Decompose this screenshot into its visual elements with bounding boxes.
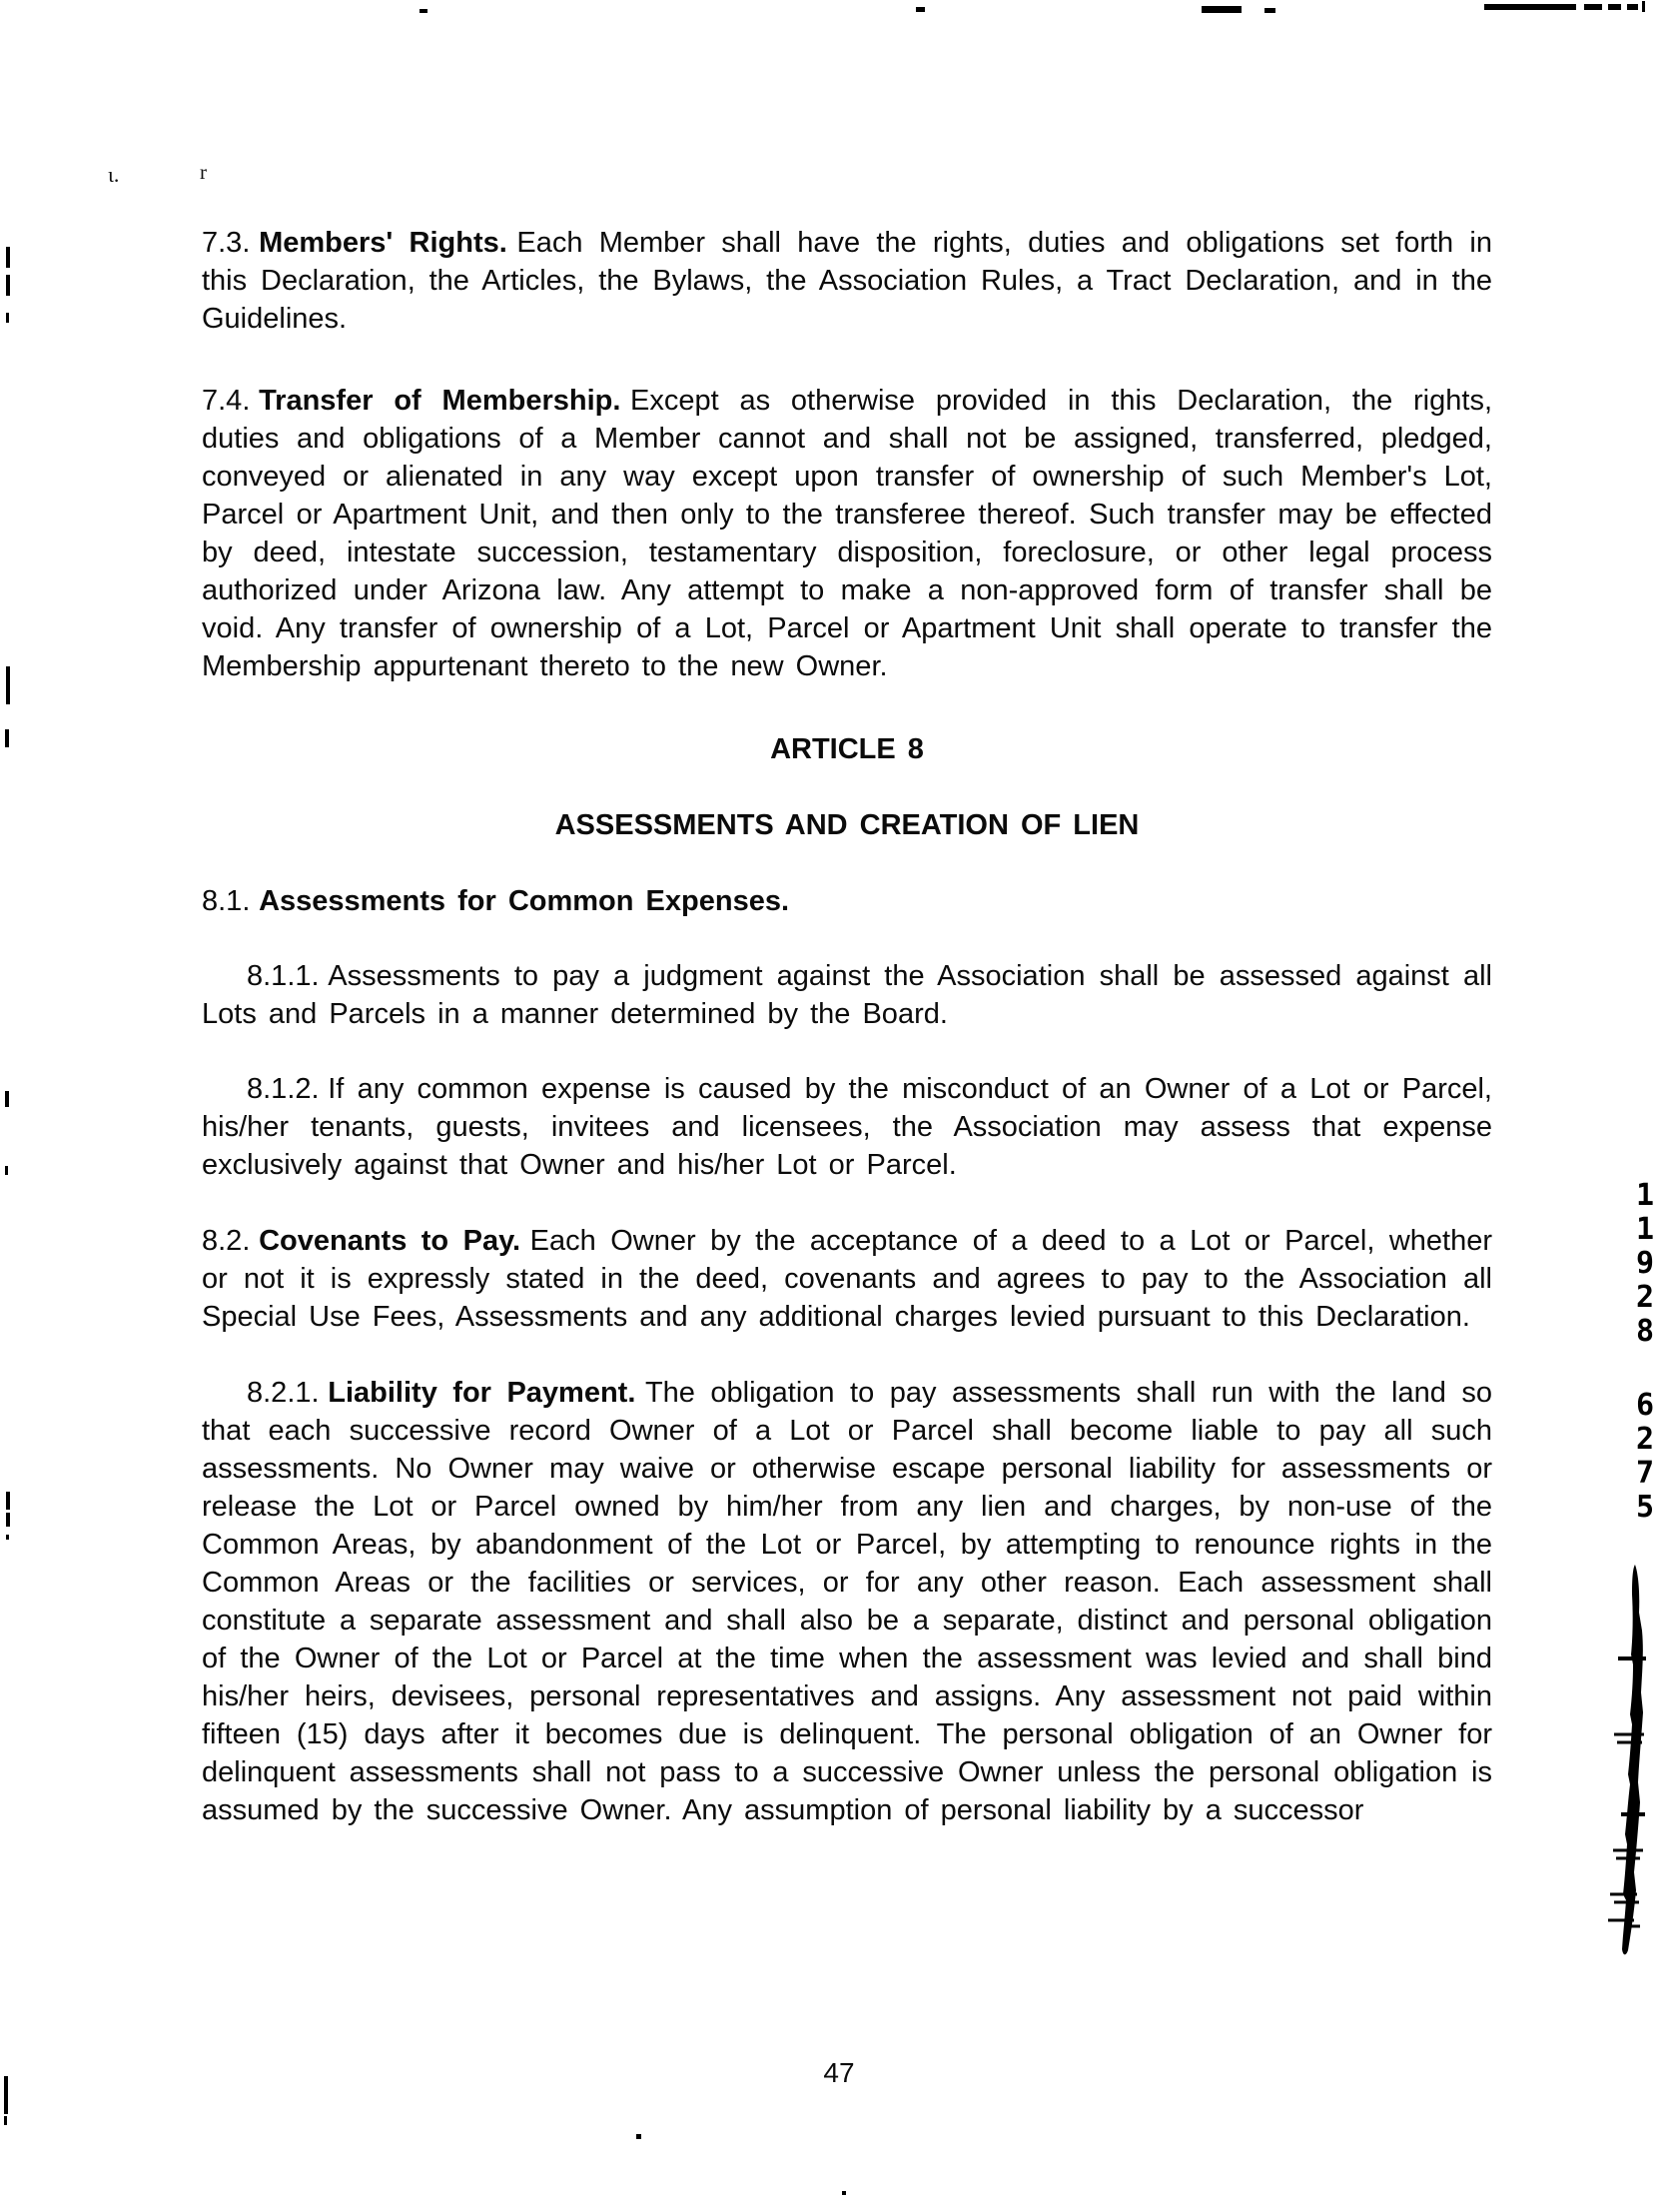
section-body: The obligation to pay assessments shall run with the land so that each successive record Owner of a Lot or Parcel shall become liable to pay all such assessments. No Owner may waive or otherwise escape personal liability for assessments or release the Lot or Parcel owned by him/her from any lien and charges, by non-use of the Common Areas, by abandonment of the Lot or Parcel, by attempting to renounce rights in the Common Areas or the facilities or services, or for any other reason. Each assessment shall constitute a separate assessment and shall also be a separate, distinct and personal obligation of the Owner of the Lot or Parcel at the time when the assessment was levied and shall bind his/her heirs, devisees, personal representatives and assigns. Any assessment not paid within fifteen (15) days after it becomes due is delinquent. The personal obligation of an Owner for delinquent assessments shall not pass to a successive Owner unless the personal obligation is assumed by the successive Owner. Any assumption of personal liability by a successor (202, 1377, 1492, 1826)
section-title: Assessments for Common Expenses. (259, 885, 790, 917)
scan-artifact-tick (6, 313, 9, 323)
section-number: 8.1.1. (247, 960, 320, 992)
margin-digit: 6 (1635, 1388, 1655, 1423)
section-number: 7.3. (202, 227, 251, 259)
scan-artifact-tick (1642, 1, 1645, 12)
margin-digit: 8 (1635, 1314, 1655, 1349)
section-body: Except as otherwise provided in this Declaration, the rights, duties and obligations of a Member cannot and shall not be assigned, transferred, pledged, conveyed or alienated in any way except upon transfer of ownership of such Member's Lot, Parcel or Apartment Unit, and then only to the transferee thereof. Such transfer may be effected by deed, intestate succession, testamentary disposition, foreclosure, or other legal process authorized under Arizona law. Any attempt to make a non-approved form of transfer shall be void. Any transfer of ownership of a Lot, Parcel or Apartment Unit shall operate to transfer the Membership appurtenant thereto to the new Owner. (202, 385, 1492, 682)
scan-artifact-dash (1202, 6, 1242, 13)
scan-artifact-dash (420, 9, 427, 13)
paragraph-7-4 (202, 382, 1492, 685)
scan-artifact-tick (6, 666, 10, 704)
scan-artifact-tick (4, 2076, 8, 2114)
ink-streak-artifact (1604, 1565, 1650, 1956)
scan-artifact-dash (1264, 8, 1275, 13)
paragraph-8-1-1 (202, 957, 1492, 1033)
scan-artifact-tick (5, 729, 9, 747)
margin-digit: 1 (1635, 1178, 1655, 1213)
scan-artifact-dash (916, 7, 925, 12)
scan-artifact-tick (5, 1166, 8, 1175)
margin-digit-column-top (1628, 1179, 1662, 1349)
scan-artifact-line (1484, 4, 1576, 10)
scan-artifact-tick (6, 1492, 10, 1510)
paragraph-8-2-1 (202, 1374, 1492, 1829)
section-body: Assessments to pay a judgment against the Association shall be assessed against all Lots and Parcels in a manner determined by the Board. (202, 960, 1492, 1030)
section-number: 7.4. (202, 385, 251, 417)
section-number: 8.2.1. (247, 1377, 320, 1409)
scan-artifact-tick (6, 1513, 10, 1527)
section-body: If any common expense is caused by the misconduct of an Owner of a Lot or Parcel, his/her tenants, guests, invitees and licensees, the Association may assess that expense exclusively against that Owner and his/her Lot or Parcel. (202, 1073, 1492, 1181)
scan-artifact-dot (636, 2134, 641, 2139)
paragraph-7-3 (202, 224, 1492, 338)
section-body: Each Member shall have the rights, duties and obligations set forth in this Declaration, the Articles, the Bylaws, the Association Rules, a Tract Declaration, and in the Guidelines. (202, 227, 1492, 335)
margin-digit: 9 (1635, 1246, 1655, 1281)
margin-digit: 5 (1635, 1490, 1655, 1525)
stray-mark: r (200, 160, 207, 184)
section-title: Covenants to Pay. (259, 1225, 521, 1257)
section-number: 8.1. (202, 885, 251, 917)
scan-artifact-dash (1584, 4, 1602, 10)
document-text-column (202, 224, 1492, 1829)
scan-artifact-tick (6, 275, 10, 296)
scan-artifact-dash (1608, 4, 1621, 10)
scan-artifact-tick (5, 1091, 9, 1107)
section-title: Liability for Payment. (328, 1377, 636, 1409)
margin-digit: 7 (1635, 1456, 1655, 1491)
margin-digit-column-bottom (1628, 1389, 1662, 1525)
section-number: 8.2. (202, 1225, 251, 1257)
page-number: 47 (823, 2057, 855, 2088)
article-heading: ARTICLE 8 (770, 733, 924, 765)
stray-mark: ι. (108, 162, 120, 187)
article-subheading: ASSESSMENTS AND CREATION OF LIEN (554, 809, 1140, 841)
section-number: 8.1.2. (247, 1073, 320, 1105)
scan-artifact-tick (4, 2116, 7, 2125)
section-title: Transfer of Membership. (259, 385, 621, 417)
paragraph-8-1-2 (202, 1070, 1492, 1184)
margin-digit: 2 (1635, 1422, 1655, 1457)
margin-digit: 1 (1635, 1212, 1655, 1247)
paragraph-8-2 (202, 1222, 1492, 1336)
scan-artifact-dash (1627, 4, 1638, 10)
section-title: Members' Rights. (259, 227, 507, 259)
scan-artifact-dot (842, 2191, 846, 2195)
paragraph-8-1 (202, 882, 1492, 920)
section-body: Each Owner by the acceptance of a deed to a Lot or Parcel, whether or not it is expressly stated in the deed, covenants and agrees to pay to the Association all Special Use Fees, Assessments and any additional charges levied pursuant to this Declaration. (202, 1225, 1492, 1333)
scan-artifact-tick (6, 247, 10, 268)
margin-digit: 2 (1635, 1280, 1655, 1315)
scan-artifact-dot (6, 1535, 9, 1540)
